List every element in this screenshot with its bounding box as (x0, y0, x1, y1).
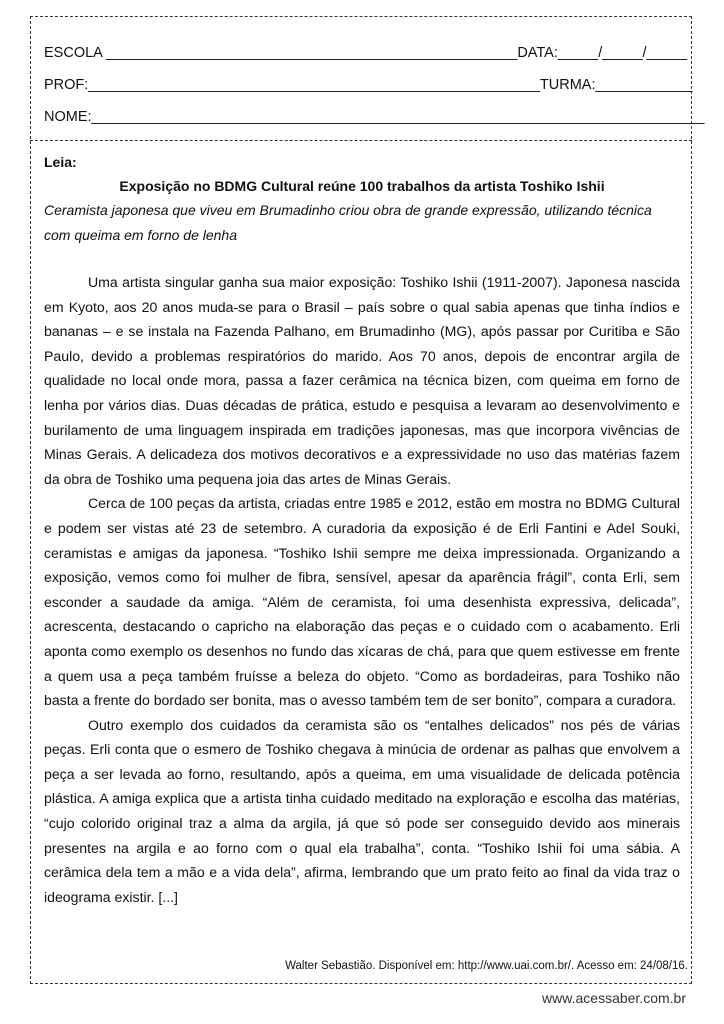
student-name-line: NOME:____________________________________________________________________________ (44, 109, 705, 125)
paragraph-1: Uma artista singular ganha sua maior exposição: Toshiko Ishii (1911-2007). Japonesa nascida em Kyoto, aos 20 anos muda-se para o Brasil – país sobre o qual sabia apenas que tinha índios e bananas – e se instala na Fazenda Palhano, em Brumadinho (MG), após passar por Curitiba e São Paulo, devido a problemas respiratórios do marido. Aos 70 anos, depois de encontrar argila de qualidade no local onde mora, passa a fazer cerâmica na técnica bizen, com queima em forno de lenha por vários dias. Duas décadas de prática, estudo e pesquisa a levaram ao desenvolvimento e burilamento de uma linguagem inspirada em tradições japonesas, mas que incorpora vivências de Minas Gerais. A delicadeza dos motivos decorativos e a expressividade no uso das matérias fazem da obra de Toshiko uma pequena joia das artes de Minas Gerais. (44, 274, 680, 487)
article-title: Exposição no BDMG Cultural reúne 100 trabalhos da artista Toshiko Ishii (119, 178, 605, 194)
paragraph-3: Outro exemplo dos cuidados da ceramista são os “entalhes delicados” nos pés de várias peças. Erli conta que o esmero de Toshiko chegava à minúcia de ordenar as palhas que envolvem a peça a ser levada ao forno, resultando, após a queima, em uma visualidade de delicada potência plástica. A amiga explica que a artista tinha cuidado meditado na exploração e escolha das matérias, “cujo colorido original traz a alma da argila, já que só pode ser conseguido devido aos minerais presentes na argila e ao forno com o qual ela trabalha”, conta. “Toshiko Ishii foi uma sábia. A cerâmica dela tem a mão e a vida dela”, afirma, lembrando que um prato feito ao final da vida traz o ideograma existir. [...] (44, 716, 680, 905)
source-citation: Walter Sebastião. Disponível em: http://www.uai.com.br/. Acesso em: 24/08/16. (285, 960, 688, 972)
teacher-class-line: PROF:________________________________________________________TURMA:____________ (44, 77, 693, 93)
footer-website: www.acessaber.com.br (542, 990, 686, 1006)
school-date-line: ESCOLA ___________________________________________________DATA:_____/_____/_____ (44, 45, 687, 61)
article-subtitle: Ceramista japonesa que viveu em Brumadinho criou obra de grande expressão, utilizando técnica com queima em forno de lenha (44, 202, 652, 243)
header-divider (30, 140, 692, 141)
instruction-label: Leia: (44, 154, 77, 170)
paragraph-2: Cerca de 100 peças da artista, criadas entre 1985 e 2012, estão em mostra no BDMG Cultural e podem ser vistas até 23 de setembro. A curadoria da exposição é de Erli Fantini e Adel Souki, ceramistas e amigas da japonesa. “Toshiko Ishii sempre me deixa impressionada. Organizando a exposição, vemos como foi mulher de fibra, sensível, apesar da aparência frágil”, conta Erli, sem esconder a saudade da amiga. “Além de ceramista, foi uma desenhista expressiva, delicada”, acrescenta, destacando o capricho na elaboração das peças e o cuidado com o acabamento. Erli aponta como exemplo os desenhos no fundo das xícaras de chá, para que quem estivesse em frente a quem usa a peça também fruísse a beleza do objeto. “Como as bordadeiras, para Toshiko não basta a frente do bordado ser bonita, mas o avesso também tem de ser bonito”, compara a curadora. (44, 495, 680, 709)
reading-passage (44, 152, 680, 909)
